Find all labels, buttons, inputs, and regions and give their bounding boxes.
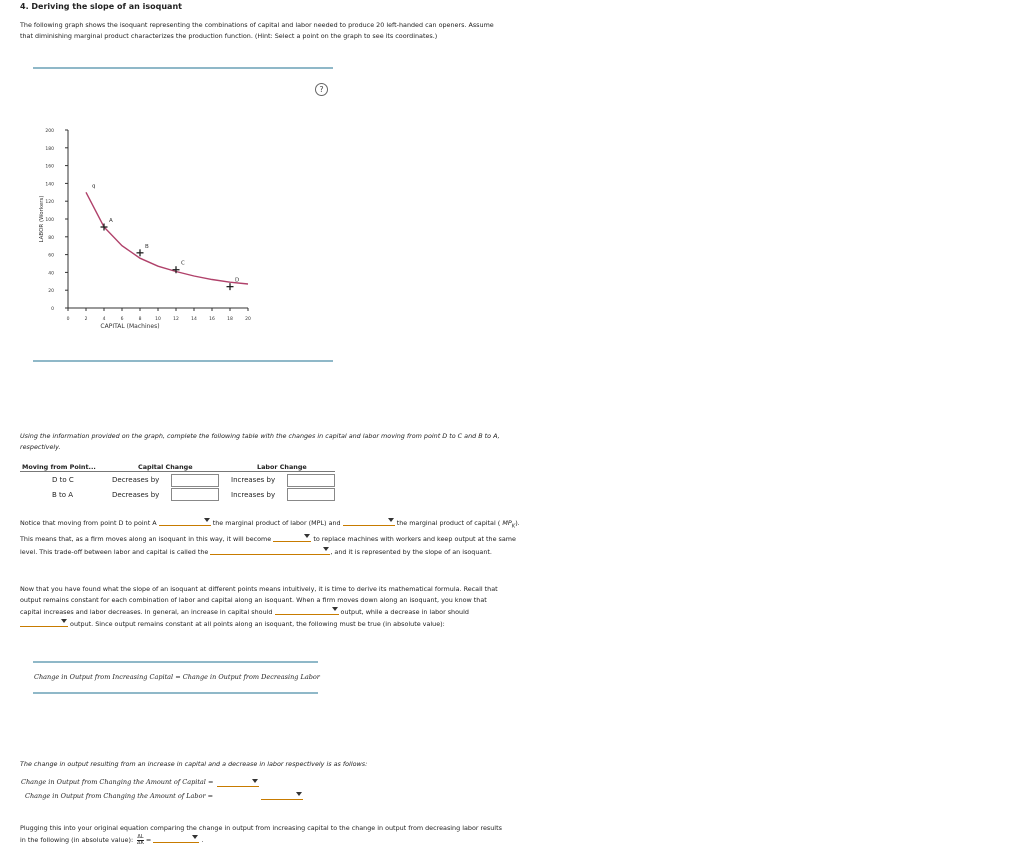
labor-change-input-ba[interactable] xyxy=(287,488,335,501)
change-intro-text: The change in output resulting from an increase in capital and a decrease in labor respectively is as follows: xyxy=(20,760,368,768)
y-tick-label: 160 xyxy=(45,164,54,170)
x-tick-label: 18 xyxy=(227,317,233,322)
page-title: 4. Deriving the slope of an isoquant xyxy=(20,2,182,11)
x-tick-label: 14 xyxy=(191,317,197,322)
y-tick-label: 80 xyxy=(48,235,54,241)
chevron-down-icon xyxy=(192,835,198,839)
x-axis-label: CAPITAL (Machines) xyxy=(100,323,160,330)
y-tick-label: 200 xyxy=(45,129,54,134)
capital-change-label: Change in Output from Changing the Amount of Capital = xyxy=(21,778,214,786)
table-header-rule xyxy=(20,471,335,472)
capital-output-dropdown[interactable] xyxy=(217,778,259,787)
table-row-labor-label: Increases by xyxy=(231,491,276,499)
x-tick-label: 2 xyxy=(84,317,88,322)
capital-change-input-ba[interactable] xyxy=(171,488,219,501)
table-row-capital-label: Decreases by xyxy=(112,491,160,499)
isoquant-chart xyxy=(30,120,270,340)
chevron-down-icon xyxy=(388,518,394,522)
y-tick-label: 0 xyxy=(51,307,54,312)
capital-effect-dropdown[interactable] xyxy=(275,606,339,615)
point-label-c: C xyxy=(181,260,185,267)
intro-text: The following graph shows the isoquant representing the combinations of capital and labor needed to produce 20 left-handed can openers. Assume that diminishing marginal product characterizes the production function. (Hint: Select a point on the graph to see its coordinates.) xyxy=(20,21,494,40)
divider xyxy=(33,360,333,362)
labor-output-dropdown[interactable] xyxy=(261,791,303,800)
labor-effect-dropdown[interactable] xyxy=(20,618,68,627)
x-tick-label: 8 xyxy=(138,317,142,322)
table-row-labor-label: Increases by xyxy=(231,476,276,484)
x-tick-label: 0 xyxy=(66,317,70,322)
help-button[interactable]: ? xyxy=(315,83,328,96)
y-tick-label: 100 xyxy=(45,218,54,223)
table-row-capital-label: Decreases by xyxy=(112,476,160,484)
slope-fraction: $\frac{\Delta L}{\Delta K}$ xyxy=(137,833,144,846)
willingness-dropdown[interactable] xyxy=(273,533,311,542)
table-header-labor: Labor Change xyxy=(257,463,307,471)
mpk-change-dropdown[interactable] xyxy=(343,517,395,526)
table-header-capital: Capital Change xyxy=(138,463,193,471)
derivation-paragraph: Now that you have found what the slope of an isoquant at different points means intuitively, it is time to derive its mathematical formula. Recall that output remains constant for each combination of labor and capital along an isoquant. When a firm moves down along an isoquant, you know that capital increases and labor decreases. In general, an increase in capital should output, while a decrease in labor should output. Since output remains constant at all points along an isoquant, the following must be true (in absolute value): xyxy=(20,585,498,628)
chevron-down-icon xyxy=(323,547,329,551)
mpl-change-dropdown[interactable] xyxy=(159,517,211,526)
divider xyxy=(33,661,318,663)
chevron-down-icon xyxy=(332,607,338,611)
slope-value-dropdown[interactable] xyxy=(153,834,199,843)
divider xyxy=(33,692,318,694)
point-label-a: A xyxy=(109,218,113,225)
labor-change-input-dc[interactable] xyxy=(287,474,335,487)
chevron-down-icon xyxy=(204,518,210,522)
chevron-down-icon xyxy=(296,792,302,796)
x-tick-label: 20 xyxy=(245,317,251,322)
y-tick-label: 120 xyxy=(45,200,54,206)
divider xyxy=(33,67,333,69)
x-tick-label: 6 xyxy=(120,317,124,322)
y-tick-label: 180 xyxy=(45,146,54,152)
point-label-b: B xyxy=(145,243,149,250)
y-tick-label: 140 xyxy=(45,182,54,188)
output-equation: Change in Output from Increasing Capital = Change in Output from Decreasing Labor xyxy=(34,673,320,681)
labor-change-label: Change in Output from Changing the Amount of Labor = xyxy=(25,792,214,800)
table-header-move: Moving from Point... xyxy=(22,463,96,471)
notice-paragraph: Notice that moving from point D to point A the marginal product of labor (MPL) and the marginal product of capital ( $MP_K$). This means that, as a firm moves along an isoquant in this way, it will become to replace machines with workers and keep output at the same level. This trade-off between labor and capital is called the , and it is represented by the slope of an isoquant. xyxy=(20,519,520,557)
isoquant-curve xyxy=(86,192,248,284)
table-row-move: B to A xyxy=(52,491,74,499)
capital-change-input-dc[interactable] xyxy=(171,474,219,487)
instructions-text: Using the information provided on the graph, complete the following table with the changes in capital and labor moving from point D to C and B to A, respectively. xyxy=(20,432,500,451)
plugging-paragraph: Plugging this into your original equation comparing the change in output from increasing capital to the change in output from decreasing labor results in the following (in absolute value): $\frac{\Delta L}{\Delta K}$ = . xyxy=(20,824,502,846)
y-tick-label: 40 xyxy=(48,271,54,277)
chevron-down-icon xyxy=(252,779,258,783)
point-label-d: D xyxy=(235,277,240,284)
x-tick-label: 12 xyxy=(173,317,179,322)
y-tick-label: 60 xyxy=(48,253,54,259)
x-tick-label: 4 xyxy=(102,317,106,322)
y-tick-label: 20 xyxy=(48,289,54,295)
y-axis-label: LABOR (Workers) xyxy=(39,195,45,243)
x-tick-label: 16 xyxy=(209,317,215,322)
tradeoff-name-dropdown[interactable] xyxy=(210,546,330,555)
table-row-move: D to C xyxy=(52,476,74,484)
x-tick-label: 10 xyxy=(155,317,161,322)
curve-label: q xyxy=(92,183,96,190)
chevron-down-icon xyxy=(61,619,67,623)
chevron-down-icon xyxy=(304,534,310,538)
